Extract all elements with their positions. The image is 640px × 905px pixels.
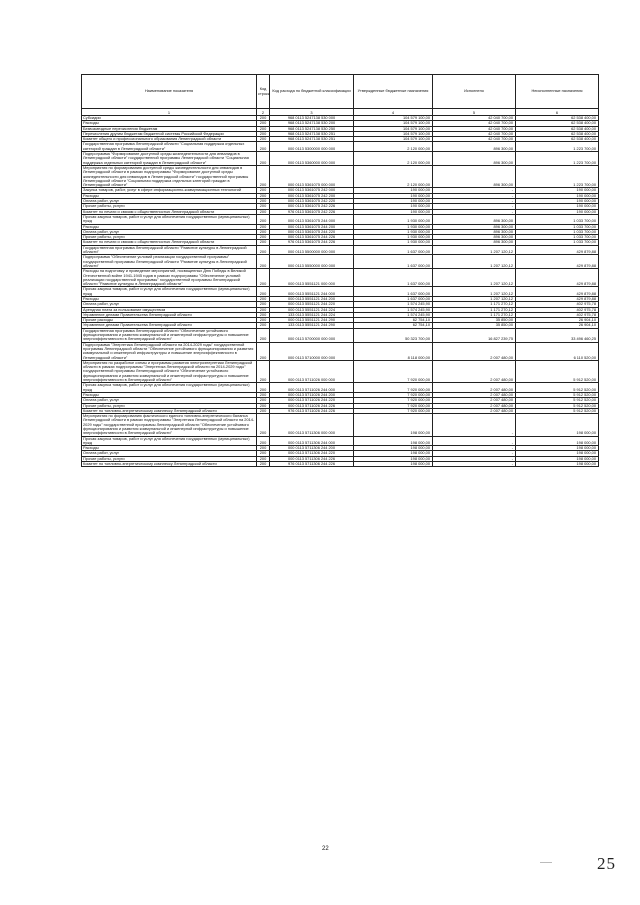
column-index: 3 [270, 109, 354, 116]
row-code: 200 [257, 255, 270, 269]
row-name: Оплата работ, услуг [82, 398, 257, 403]
header-executed: Исполнено [433, 75, 516, 109]
row-approved: 1 930 000,00 [354, 235, 433, 240]
row-budget-code: 000 0113 5361075 242 220 [270, 199, 354, 204]
row-executed: 896 300,00 [433, 214, 516, 224]
row-executed: 1 207 120,12 [433, 255, 516, 269]
row-code: 200 [257, 204, 270, 209]
row-name: Комитет по топливно-энергетическому комплексу Ленинградской области [82, 408, 257, 413]
row-approved: 7 920 000,00 [354, 360, 433, 382]
row-approved: 198 000,00 [354, 414, 433, 436]
row-approved: 50 323 700,00 [354, 328, 433, 342]
row-name: Управление делами Правительства Ленинградской области [82, 323, 257, 328]
header-budget-code: Код расхода по бюджетной классификации [270, 75, 354, 109]
row-code: 200 [257, 296, 270, 301]
row-name: Перечисления другим бюджетам бюджетной системы Российской Федерации [82, 131, 257, 136]
row-approved: 1 930 000,00 [354, 229, 433, 234]
table-row [82, 152, 599, 166]
row-code: 200 [257, 451, 270, 456]
row-approved: 7 920 000,00 [354, 408, 433, 413]
row-executed: 1 171 270,12 [433, 307, 516, 312]
row-budget-code: 000 0113 5361075 242 200 [270, 193, 354, 198]
row-budget-code: 133 0113 5551121 244 224 [270, 312, 354, 317]
row-unexecuted: 5 912 520,00 [516, 392, 599, 397]
row-approved: 190 000,00 [354, 193, 433, 198]
row-executed: 1 207 120,12 [433, 287, 516, 297]
row-executed: 42 040 700,00 [433, 137, 516, 142]
row-executed: - [433, 462, 516, 467]
row-name: Комитет по печати и связям с общественностью Ленинградской области [82, 240, 257, 245]
row-executed: 1 171 270,12 [433, 312, 516, 317]
table-row [82, 328, 599, 342]
row-name: Комитет по печати и связям с общественностью Ленинградской области [82, 209, 257, 214]
header-name: Наименование показателя [82, 75, 257, 109]
row-unexecuted: 429 879,88 [516, 269, 599, 287]
table-row [82, 383, 599, 393]
row-name: Подпрограмма "Обеспечение условий реализации государственной программы" государственной программы Ленинградской области "Развитие культуры в Ленинградской области" [82, 255, 257, 269]
row-executed: 42 040 700,00 [433, 121, 516, 126]
table-row [82, 462, 599, 467]
table-row [82, 414, 599, 436]
row-unexecuted: 198 000,00 [516, 446, 599, 451]
row-unexecuted: 429 879,88 [516, 296, 599, 301]
row-name: Прочая закупка товаров, работ и услуг для обеспечения государственных (муниципальных) нужд [82, 436, 257, 446]
row-code: 200 [257, 398, 270, 403]
table-row [82, 214, 599, 224]
row-budget-code: 000 0113 5711306 244 220 [270, 451, 354, 456]
row-code: 200 [257, 245, 270, 255]
row-code: 200 [257, 456, 270, 461]
row-approved: 7 920 000,00 [354, 398, 433, 403]
row-code: 200 [257, 307, 270, 312]
row-name: Мероприятия по формированию доступной среды жизнедеятельности для инвалидов в Ленинградской области в рамках подпрограммы "Формирование доступной среды жизнедеятельности для инвалидов в Ленинградской области" государственной программы Ленинградской области "Социальная поддержка отдельных категорий граждан в Ленинградской области" [82, 165, 257, 187]
table-row [82, 360, 599, 382]
table-row [82, 342, 599, 360]
row-budget-code: 968 0113 5247138 530 200 [270, 121, 354, 126]
row-unexecuted: 429 879,88 [516, 245, 599, 255]
row-code: 200 [257, 392, 270, 397]
row-budget-code: 000 0113 5551121 244 220 [270, 302, 354, 307]
row-name: Оплата работ, услуг [82, 229, 257, 234]
budget-execution-table [81, 74, 599, 467]
row-budget-code: 000 0113 5711306 244 200 [270, 446, 354, 451]
row-name: Прочие работы, услуги [82, 204, 257, 209]
row-name: Оплата работ, услуг [82, 199, 257, 204]
row-executed: 896 300,00 [433, 240, 516, 245]
row-unexecuted: 198 000,00 [516, 414, 599, 436]
row-executed: 1 207 120,12 [433, 269, 516, 287]
row-code: 200 [257, 224, 270, 229]
row-approved: 198 000,00 [354, 462, 433, 467]
row-approved: 190 000,00 [354, 204, 433, 209]
row-unexecuted: 62 538 400,00 [516, 137, 599, 142]
row-code: 200 [257, 342, 270, 360]
row-unexecuted: 5 912 520,00 [516, 360, 599, 382]
row-budget-code: 000 0113 5361075 244 000 [270, 214, 354, 224]
row-budget-code: 976 0113 5711306 244 226 [270, 462, 354, 467]
row-approved: 2 120 000,00 [354, 165, 433, 187]
row-budget-code: 000 0113 5360000 000 000 [270, 152, 354, 166]
row-name: Расходы [82, 193, 257, 198]
row-name: Расходы [82, 392, 257, 397]
row-approved: 1 930 000,00 [354, 224, 433, 229]
row-approved: 104 579 100,00 [354, 126, 433, 131]
row-unexecuted: 1 223 700,00 [516, 152, 599, 166]
row-approved: 104 579 100,00 [354, 121, 433, 126]
row-unexecuted: 190 000,00 [516, 199, 599, 204]
row-approved: 7 920 000,00 [354, 392, 433, 397]
row-budget-code: 000 0113 5551121 244 290 [270, 318, 354, 323]
row-name: Государственная программа Ленинградской области "Развитие культуры в Ленинградской области" [82, 245, 257, 255]
row-executed: 2 007 480,00 [433, 360, 516, 382]
row-approved: 104 579 100,00 [354, 131, 433, 136]
row-unexecuted: 190 000,00 [516, 204, 599, 209]
row-executed: - [433, 414, 516, 436]
row-executed: 42 040 700,00 [433, 116, 516, 121]
row-budget-code: 000 0113 5710000 000 000 [270, 342, 354, 360]
row-unexecuted: 429 879,88 [516, 255, 599, 269]
row-unexecuted: 1 223 700,00 [516, 165, 599, 187]
row-code: 200 [257, 188, 270, 193]
table-row [82, 269, 599, 287]
row-code: 200 [257, 269, 270, 287]
row-budget-code: 000 0113 5700000 000 000 [270, 328, 354, 342]
row-budget-code: 000 0113 5361075 244 226 [270, 235, 354, 240]
row-code: 200 [257, 312, 270, 317]
row-budget-code: 976 0113 5361075 244 226 [270, 240, 354, 245]
column-index: 1 [82, 109, 257, 116]
row-executed: - [433, 456, 516, 461]
row-approved: 1 637 000,00 [354, 245, 433, 255]
row-unexecuted: 62 538 400,00 [516, 131, 599, 136]
row-budget-code: 000 0113 5551121 244 200 [270, 296, 354, 301]
page-number: 22 [322, 846, 329, 852]
row-executed: - [433, 193, 516, 198]
row-name: Безвозмездные перечисления бюджетам [82, 126, 257, 131]
row-name: Расходы [82, 296, 257, 301]
row-executed: 2 007 480,00 [433, 342, 516, 360]
row-budget-code: 000 0113 5551121 244 000 [270, 287, 354, 297]
row-name: Прочие работы, услуги [82, 456, 257, 461]
row-executed: 896 300,00 [433, 142, 516, 152]
row-code: 200 [257, 403, 270, 408]
column-index: 5 [433, 109, 516, 116]
row-executed: - [433, 436, 516, 446]
row-approved: 1 637 000,00 [354, 269, 433, 287]
row-approved: 1 574 245,90 [354, 307, 433, 312]
row-budget-code: 000 0113 5711306 000 000 [270, 414, 354, 436]
row-budget-code: 000 0113 5361075 242 000 [270, 188, 354, 193]
row-budget-code: 000 0113 5361075 244 200 [270, 224, 354, 229]
row-name: Комитет общего и профессионального образования Ленинградской области [82, 137, 257, 142]
row-unexecuted: 62 538 400,00 [516, 126, 599, 131]
row-executed: 16 827 239,75 [433, 328, 516, 342]
row-name: Расходы на подготовку и проведение мероприятий, посвященных Дню Победы в Великой Отечественной войне 1941-1945 годов в рамках подпрограммы "Обеспечение условий реализации государственной программы" государственной программы Ленинградской области "Развитие культуры в Ленинградской области" [82, 269, 257, 287]
row-unexecuted: 1 033 700,00 [516, 235, 599, 240]
row-code: 200 [257, 240, 270, 245]
column-index: 2 [257, 109, 270, 116]
row-approved: 1 574 245,90 [354, 302, 433, 307]
pen-mark [540, 862, 552, 863]
row-executed: - [433, 204, 516, 209]
row-executed: 1 171 270,12 [433, 302, 516, 307]
row-unexecuted: 190 000,00 [516, 209, 599, 214]
row-executed: 1 207 120,12 [433, 245, 516, 255]
row-unexecuted: 198 000,00 [516, 451, 599, 456]
row-executed: 896 300,00 [433, 224, 516, 229]
row-budget-code: 000 0113 5361075 244 220 [270, 229, 354, 234]
row-unexecuted: 402 975,78 [516, 302, 599, 307]
row-budget-code: 000 0113 5711306 244 000 [270, 436, 354, 446]
row-budget-code: 000 0113 5300000 000 000 [270, 142, 354, 152]
row-approved: 62 754,10 [354, 318, 433, 323]
row-approved: 1 637 000,00 [354, 287, 433, 297]
row-code: 200 [257, 152, 270, 166]
row-executed: 42 040 700,00 [433, 131, 516, 136]
table-row [82, 287, 599, 297]
row-budget-code: 000 0113 5711306 244 226 [270, 456, 354, 461]
row-name: Государственная программа Ленинградской области "Социальная поддержка отдельных категорий граждан в Ленинградской области" [82, 142, 257, 152]
row-executed: - [433, 446, 516, 451]
table-row [82, 165, 599, 187]
row-budget-code: 000 0113 5551121 000 000 [270, 269, 354, 287]
row-executed: 35 850,00 [433, 323, 516, 328]
row-name: Оплата работ, услуг [82, 302, 257, 307]
row-unexecuted: 6 110 520,00 [516, 342, 599, 360]
row-budget-code: 968 0113 5247138 530 000 [270, 116, 354, 121]
row-executed: 896 300,00 [433, 152, 516, 166]
row-budget-code: 968 0113 5247138 530 250 [270, 126, 354, 131]
row-name: Субсидии [82, 116, 257, 121]
row-executed: - [433, 209, 516, 214]
row-executed: 1 207 120,12 [433, 296, 516, 301]
row-name: Государственная программа Ленинградской области "Обеспечение устойчивого функционирования и развития коммунальной и инженерной инфраструктуры и повышение энергоэффективности в Ленинградской области" [82, 328, 257, 342]
row-code: 200 [257, 199, 270, 204]
row-executed: 896 300,00 [433, 235, 516, 240]
row-unexecuted: 33 496 460,25 [516, 328, 599, 342]
row-code: 200 [257, 462, 270, 467]
row-code: 200 [257, 193, 270, 198]
table-row [82, 255, 599, 269]
row-unexecuted: 1 033 700,00 [516, 240, 599, 245]
row-name: Расходы [82, 446, 257, 451]
row-name: Прочие работы, услуги [82, 235, 257, 240]
row-approved: 7 920 000,00 [354, 403, 433, 408]
row-code: 200 [257, 209, 270, 214]
row-unexecuted: 5 912 520,00 [516, 383, 599, 393]
table-row [82, 436, 599, 446]
row-budget-code: 000 0113 5711026 000 000 [270, 360, 354, 382]
table-body [82, 116, 599, 467]
row-executed: - [433, 199, 516, 204]
row-unexecuted: 62 538 400,00 [516, 121, 599, 126]
column-index: 4 [354, 109, 433, 116]
row-name: Подпрограмма "Энергетика Ленинградской области на 2014-2029 годы" государственной программы Ленинградской области "Обеспечение устойчивого функционирования и развития коммунальной и инженерной инфраструктуры и повышение энергоэффективности в Ленинградской области" [82, 342, 257, 360]
row-code: 200 [257, 328, 270, 342]
row-budget-code: 000 0113 5361075 242 226 [270, 204, 354, 209]
row-executed: 2 007 480,00 [433, 398, 516, 403]
row-unexecuted: 1 033 700,00 [516, 229, 599, 234]
row-code: 200 [257, 229, 270, 234]
row-code: 200 [257, 131, 270, 136]
row-approved: 62 754,10 [354, 323, 433, 328]
row-unexecuted: 62 538 400,00 [516, 116, 599, 121]
row-name: Прочие работы, услуги [82, 403, 257, 408]
handwritten-sheet-number: 25 [597, 854, 616, 873]
row-unexecuted: 402 975,78 [516, 307, 599, 312]
row-name: Расходы [82, 121, 257, 126]
row-approved: 1 637 000,00 [354, 255, 433, 269]
row-code: 200 [257, 214, 270, 224]
row-code: 200 [257, 287, 270, 297]
row-name: Мероприятия по разработке схемы и программы развития электроэнергетики Ленинградской области в рамках подпрограммы "Энергетика Ленинградской области на 2014-2029 годы" государственной программы Ленинградской области "Обеспечение устойчивого функционирования и развития коммунальной и инженерной инфраструктуры и повышение энергоэффективности в Ленинградской области" [82, 360, 257, 382]
row-approved: 198 000,00 [354, 446, 433, 451]
row-approved: 190 000,00 [354, 199, 433, 204]
row-unexecuted: 429 879,88 [516, 287, 599, 297]
row-executed: 896 300,00 [433, 165, 516, 187]
row-budget-code: 000 0113 5551121 244 224 [270, 307, 354, 312]
row-unexecuted: 198 000,00 [516, 456, 599, 461]
row-budget-code: 133 0113 5551121 244 290 [270, 323, 354, 328]
row-name: Прочая закупка товаров, работ и услуг для обеспечения государственных (муниципальных) нужд [82, 383, 257, 393]
row-approved: 2 120 000,00 [354, 152, 433, 166]
row-code: 200 [257, 302, 270, 307]
row-name: Прочие расходы [82, 318, 257, 323]
row-code: 200 [257, 414, 270, 436]
row-executed: 2 007 480,00 [433, 403, 516, 408]
row-code: 200 [257, 126, 270, 131]
row-unexecuted: 198 000,00 [516, 436, 599, 446]
row-code: 200 [257, 408, 270, 413]
row-name: Комитет по топливно-энергетическому комплексу Ленинградской области [82, 462, 257, 467]
row-unexecuted: 190 000,00 [516, 193, 599, 198]
row-unexecuted: 1 223 700,00 [516, 142, 599, 152]
row-code: 200 [257, 121, 270, 126]
row-approved: 198 000,00 [354, 451, 433, 456]
row-approved: 2 120 000,00 [354, 142, 433, 152]
row-code: 200 [257, 165, 270, 187]
row-unexecuted: 26 904,10 [516, 318, 599, 323]
row-code: 200 [257, 318, 270, 323]
row-budget-code: 976 0113 5361075 242 226 [270, 209, 354, 214]
row-approved: 1 637 000,00 [354, 296, 433, 301]
row-executed: 42 040 700,00 [433, 126, 516, 131]
row-approved: 198 000,00 [354, 436, 433, 446]
row-budget-code: 968 0113 5247138 530 251 [270, 131, 354, 136]
row-approved: 1 574 245,90 [354, 312, 433, 317]
row-executed: 35 850,00 [433, 318, 516, 323]
row-executed: - [433, 451, 516, 456]
row-code: 200 [257, 116, 270, 121]
row-budget-code: 000 0113 5500000 000 000 [270, 245, 354, 255]
row-approved: 190 000,00 [354, 188, 433, 193]
row-unexecuted: 5 912 520,00 [516, 398, 599, 403]
row-code: 200 [257, 383, 270, 393]
row-name: Расходы [82, 224, 257, 229]
column-index: 6 [516, 109, 599, 116]
report-page [81, 74, 598, 467]
row-name: Управление делами Правительства Ленинградской области [82, 312, 257, 317]
header-code: Код строки [257, 75, 270, 109]
row-budget-code: 000 0113 5361075 000 000 [270, 165, 354, 187]
row-unexecuted: 5 912 520,00 [516, 403, 599, 408]
row-name: Закупка товаров, работ, услуг в сфере информационно-коммуникационных технологий [82, 188, 257, 193]
row-code: 200 [257, 446, 270, 451]
row-approved: 7 920 000,00 [354, 383, 433, 393]
row-code: 200 [257, 360, 270, 382]
row-name: Мероприятия по формированию фактического единого топливно-энергетического баланса Ленинградской области в рамках подпрограммы "Энергетика Ленинградской области на 2014-2029 годы" государственной программы Ленинградской области "Обеспечение устойчивого функционирования и развития коммунальной и инженерной инфраструктуры и повышение энергоэффективности в Ленинградской области" [82, 414, 257, 436]
row-name: Оплата работ, услуг [82, 451, 257, 456]
row-budget-code: 000 0113 5711026 244 000 [270, 383, 354, 393]
row-approved: 198 000,00 [354, 456, 433, 461]
row-executed: 2 007 480,00 [433, 383, 516, 393]
row-approved: 1 930 000,00 [354, 240, 433, 245]
row-budget-code: 976 0113 5711026 244 226 [270, 408, 354, 413]
row-approved: 104 579 100,00 [354, 116, 433, 121]
row-approved: 8 118 000,00 [354, 342, 433, 360]
row-code: 200 [257, 142, 270, 152]
row-executed: 896 300,00 [433, 229, 516, 234]
row-executed: 2 007 480,00 [433, 408, 516, 413]
row-budget-code: 000 0113 5550000 000 000 [270, 255, 354, 269]
row-budget-code: 968 0113 5247138 530 251 [270, 137, 354, 142]
row-budget-code: 000 0113 5711026 244 220 [270, 398, 354, 403]
row-name: Прочая закупка товаров, работ и услуг для обеспечения государственных (муниципальных) нужд [82, 287, 257, 297]
row-budget-code: 000 0113 5711026 244 200 [270, 392, 354, 397]
row-unexecuted: 26 904,10 [516, 323, 599, 328]
row-unexecuted: 198 000,00 [516, 462, 599, 467]
row-unexecuted: 190 000,00 [516, 188, 599, 193]
row-name: Прочая закупка товаров, работ и услуг для обеспечения государственных (муниципальных) нужд [82, 214, 257, 224]
header-unexecuted: Неисполненные назначения [516, 75, 599, 109]
row-budget-code: 000 0113 5711026 244 226 [270, 403, 354, 408]
row-unexecuted: 1 033 700,00 [516, 214, 599, 224]
column-index-row [82, 109, 599, 116]
row-code: 200 [257, 436, 270, 446]
row-name: Подпрограмма "Формирование доступной среды жизнедеятельности для инвалидов в Ленинградской области" государственной программы Ленинградской области "Социальная поддержка отдельных категорий граждан в Ленинградской области" [82, 152, 257, 166]
row-approved: 104 579 100,00 [354, 137, 433, 142]
row-name: Арендная плата за пользование имуществом [82, 307, 257, 312]
row-unexecuted: 5 912 520,00 [516, 408, 599, 413]
row-unexecuted: 1 033 700,00 [516, 224, 599, 229]
table-header-row [82, 75, 599, 109]
row-unexecuted: 402 975,78 [516, 312, 599, 317]
row-code: 200 [257, 323, 270, 328]
header-approved: Утвержденные бюджетные назначения [354, 75, 433, 109]
row-executed: 2 007 480,00 [433, 392, 516, 397]
row-code: 200 [257, 137, 270, 142]
row-approved: 1 930 000,00 [354, 214, 433, 224]
row-executed: - [433, 188, 516, 193]
row-approved: 190 000,00 [354, 209, 433, 214]
row-code: 200 [257, 235, 270, 240]
